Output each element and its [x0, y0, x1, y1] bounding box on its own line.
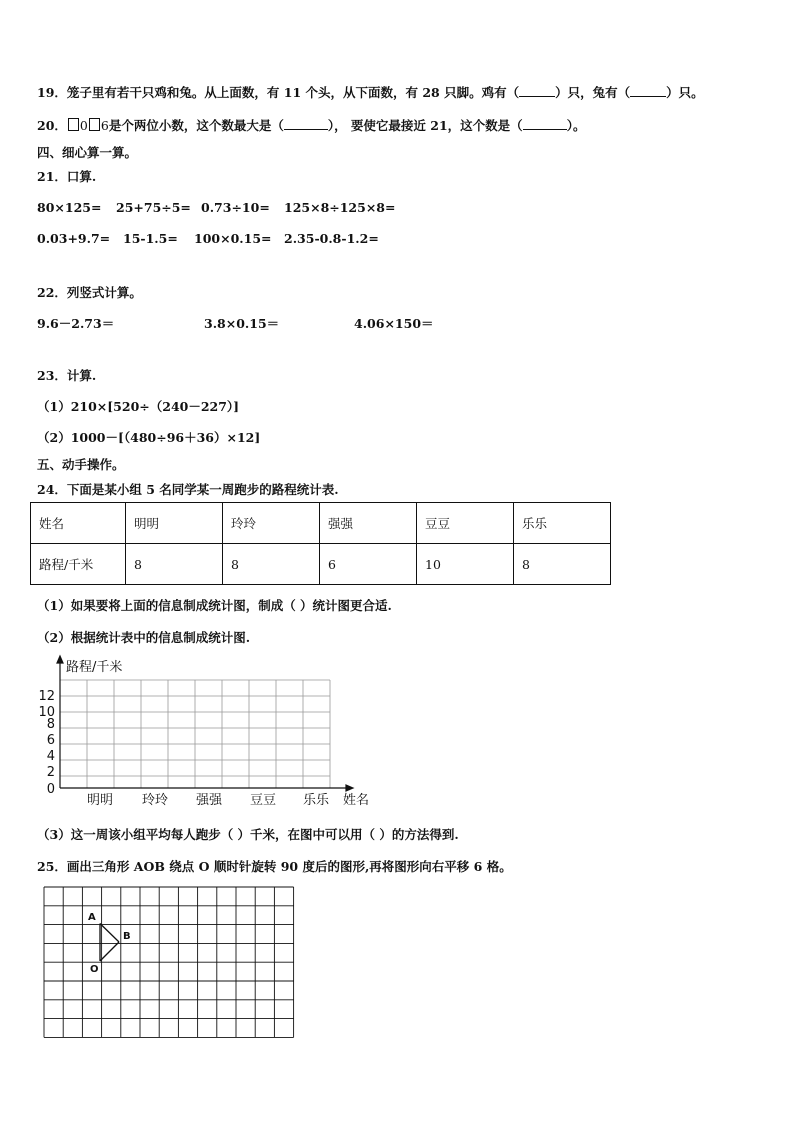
table-cell: 路程/千米 — [31, 544, 126, 585]
x-category-label: 豆豆 — [249, 793, 277, 808]
x-category-label: 乐乐 — [302, 793, 330, 808]
q21-item: 0.03+9.7= — [37, 231, 111, 246]
y-axis-title: 路程/千米 — [66, 660, 123, 675]
blank-bar-chart[interactable] — [30, 650, 390, 812]
q24-title: 24．下面是某小组 5 名同学某一周跑步的路程统计表. — [37, 482, 339, 497]
x-category-label: 强强 — [195, 793, 223, 808]
y-tick-label: 0 — [46, 782, 55, 797]
q21-item: 0.73÷10= — [201, 200, 270, 215]
table-cell: 8 — [126, 544, 223, 585]
table-row — [31, 503, 611, 544]
q20-digit-box[interactable] — [89, 118, 100, 131]
q22-title: 22．列竖式计算。 — [37, 285, 142, 300]
q20-digit-0: 0 — [79, 118, 88, 133]
q22-item: 9.6－2.73＝ — [37, 316, 115, 331]
table-cell: 10 — [417, 544, 514, 585]
table-header-cell: 乐乐 — [514, 503, 611, 544]
section-5-heading: 五、动手操作。 — [37, 457, 125, 472]
q24-sub-2: （2）根据统计表中的信息制成统计图. — [37, 630, 251, 645]
q22-item: 4.06×150＝ — [354, 316, 434, 331]
x-axis-title: 姓名 — [342, 793, 370, 808]
q21-item: 80×125= — [37, 200, 102, 215]
q20-digit-6: 6 — [100, 118, 109, 133]
x-category-label: 明明 — [86, 793, 114, 808]
chart-axes — [57, 656, 353, 791]
y-tick-label: 6 — [46, 733, 55, 748]
q21-item: 2.35-0.8-1.2= — [284, 231, 379, 246]
q20-text-c: ）。 — [566, 118, 586, 133]
table-cell: 8 — [514, 544, 611, 585]
question-19 — [37, 83, 704, 101]
q25-title: 25．画出三角形 AOB 绕点 O 顺时针旋转 90 度后的图形,再将图形向右平移 6 格。 — [37, 859, 512, 874]
table-header-cell: 明明 — [126, 503, 223, 544]
question-20 — [37, 116, 585, 134]
q20-prefix: 20． — [37, 118, 67, 133]
table-row — [31, 544, 611, 585]
section-4-heading: 四、细心算一算。 — [37, 145, 138, 160]
y-tick-label: 8 — [46, 717, 55, 732]
table-header-cell: 强强 — [320, 503, 417, 544]
x-category-label: 玲玲 — [141, 793, 169, 808]
y-tick-labels — [38, 689, 55, 797]
rotation-grid[interactable] — [43, 886, 299, 1038]
y-tick-label: 4 — [46, 749, 55, 764]
q21-title: 21．口算. — [37, 169, 97, 184]
table-cell: 6 — [320, 544, 417, 585]
q21-item: 25+75÷5= — [116, 200, 191, 215]
point-a-label: A — [88, 912, 96, 923]
q22-item: 3.8×0.15＝ — [204, 316, 280, 331]
q19-answer-blank-chickens[interactable] — [519, 84, 555, 97]
grid-lines — [44, 887, 294, 1037]
table-cell: 8 — [223, 544, 320, 585]
q21-item: 125×8÷125×8= — [284, 200, 396, 215]
chart-grid — [60, 680, 330, 788]
q19-text-c: ）只。 — [666, 85, 704, 100]
q24-sub-3: （3）这一周该小组平均每人跑步（ ）千米，在图中可以用（ ）的方法得到. — [37, 827, 459, 842]
table-header-cell: 姓名 — [31, 503, 126, 544]
q21-item: 100×0.15= — [194, 231, 272, 246]
q19-text-a: 19．笼子里有若干只鸡和兔。从上面数，有 11 个头，从下面数，有 28 只脚。鸡有（ — [37, 85, 520, 100]
y-tick-label: 10 — [38, 705, 55, 720]
q20-text-a: 是个两位小数，这个数最大是（ — [108, 118, 284, 133]
table-header-cell: 玲玲 — [223, 503, 320, 544]
q20-digit-box[interactable] — [68, 118, 79, 131]
segment-ab — [100, 924, 119, 943]
q19-answer-blank-rabbits[interactable] — [630, 84, 666, 97]
y-tick-label: 12 — [38, 689, 55, 704]
q23-item-2: （2）1000－[（480÷96＋36）×12] — [37, 430, 261, 445]
q24-sub-1: （1）如果要将上面的信息制成统计图，制成（ ）统计图更合适. — [37, 598, 392, 613]
q20-text-b: ）， 要使它最接近 21，这个数是（ — [327, 118, 523, 133]
triangle-aob — [100, 924, 119, 962]
point-b-label: B — [123, 931, 131, 942]
y-tick-label: 2 — [46, 765, 55, 780]
q23-item-1: （1）210×[520÷（240－227）] — [37, 399, 240, 414]
x-category-labels — [87, 793, 330, 808]
point-o-label: O — [90, 964, 99, 975]
q20-answer-blank-closest[interactable] — [523, 117, 567, 130]
q19-text-b: ）只，兔有（ — [555, 85, 631, 100]
q23-title: 23．计算. — [37, 368, 97, 383]
segment-ob — [100, 942, 119, 961]
q21-item: 15-1.5= — [123, 231, 178, 246]
running-distance-table — [30, 502, 611, 585]
q20-answer-blank-max[interactable] — [284, 117, 328, 130]
table-header-cell: 豆豆 — [417, 503, 514, 544]
